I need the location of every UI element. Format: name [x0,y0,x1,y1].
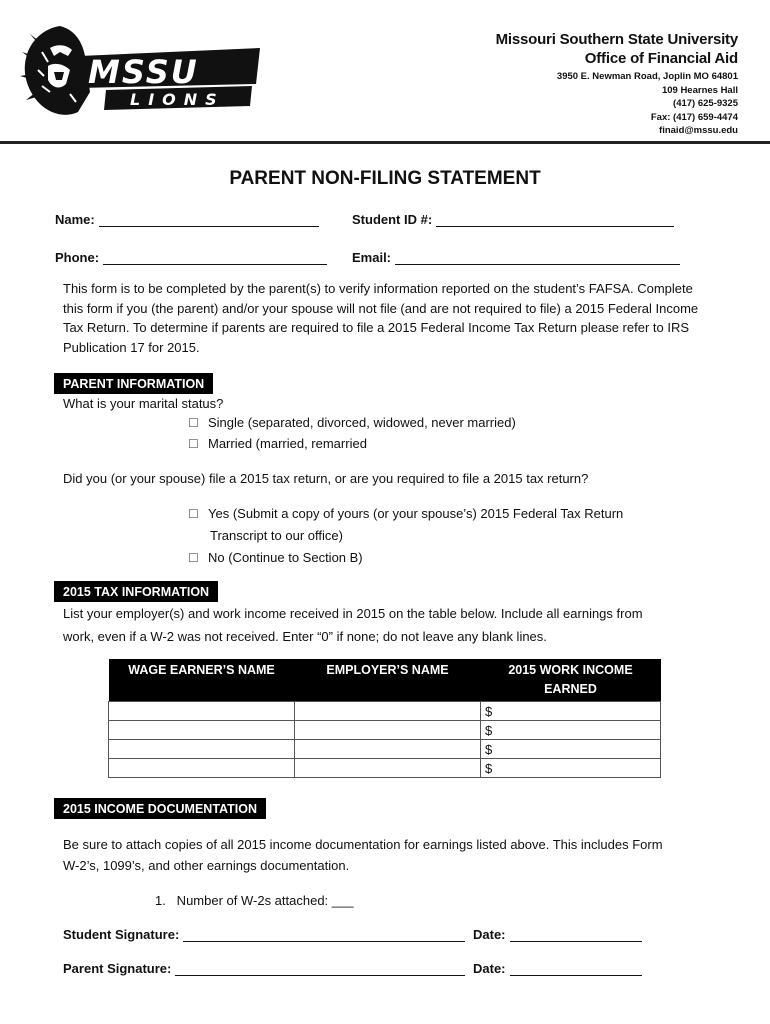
option-yes[interactable]: ☐ Yes (Submit a copy of yours (or your spouse’s) 2015 Federal Tax Return [188,503,623,525]
name-label: Name: [55,212,95,227]
employer-cell[interactable] [295,721,481,740]
university-header [496,30,738,68]
column-header: EMPLOYER’S NAME [295,659,481,702]
wage-table [108,659,661,778]
email-label: Email: [352,250,392,265]
option-single[interactable]: ☐ Single (separated, divorced, widowed, never married) [188,412,516,434]
office-name: Office of Financial Aid [584,50,738,67]
income-cell[interactable]: $ [481,721,661,740]
logo-text: MSSU [88,53,199,91]
student-signature-field[interactable] [63,927,465,942]
email-line: finaid@mssu.edu [659,125,738,136]
income-doc-heading: 2015 INCOME DOCUMENTATION [54,798,266,819]
income-doc-line1: Be sure to attach copies of all 2015 income documentation for earnings listed above. This includes Form [63,837,663,852]
logo-subtext: LIONS [130,90,225,109]
option-married[interactable]: ☐ Married (married, remarried [188,433,367,455]
student-date-field[interactable] [473,927,642,942]
checkbox-icon[interactable]: ☐ [188,416,199,430]
income-cell[interactable]: $ [481,759,661,778]
phone-label: Phone: [55,250,100,265]
tax-info-heading: 2015 TAX INFORMATION [54,581,218,602]
email-line[interactable] [395,250,680,265]
income-cell[interactable]: $ [481,702,661,721]
name-field[interactable] [55,212,319,227]
parent-signature-field[interactable] [63,961,465,976]
column-header: 2015 WORK INCOME EARNED [481,659,661,702]
student-signature-label: Student Signature: [63,927,180,942]
employer-cell[interactable] [295,740,481,759]
w2-count-item[interactable]: 1. Number of W-2s attached: ___ [155,893,354,908]
table-row [109,740,661,759]
phone-field[interactable] [55,250,327,265]
option-no[interactable]: ☐ No (Continue to Section B) [188,547,363,569]
phone-line[interactable] [103,250,327,265]
income-cell[interactable]: $ [481,740,661,759]
date-line[interactable] [510,961,642,976]
parent-date-field[interactable] [473,961,642,976]
student-id-field[interactable] [352,212,674,227]
intro-paragraph: This form is to be completed by the parent(s) to verify information reported on the student’s FAFSA. Complete this form if you (the parent) and/or your spouse will not file (and are not required to file) a 2015 Federal Income Tax Return. To determine if parents are required to file a 2015 Federal Income Tax Return please refer to IRS Publication 17 for 2015. [63,281,699,355]
wage-earner-cell[interactable] [109,740,295,759]
parent-signature-label: Parent Signature: [63,961,172,976]
wage-earner-cell[interactable] [109,721,295,740]
parent-signature-line[interactable] [175,961,465,976]
date-label: Date: [473,927,506,942]
student-signature-line[interactable] [183,927,465,942]
checkbox-icon[interactable]: ☐ [188,551,199,565]
header-divider [0,141,770,144]
table-row [109,721,661,740]
table-row [109,759,661,778]
university-name: Missouri Southern State University [495,31,738,48]
employer-cell[interactable] [295,759,481,778]
mssu-lions-logo [20,22,265,122]
page-title: PARENT NON-FILING STATEMENT [229,168,541,189]
date-line[interactable] [510,927,642,942]
student-id-label: Student ID #: [352,212,433,227]
fax-line: Fax: (417) 659-4474 [650,111,738,123]
student-id-line[interactable] [436,212,674,227]
name-line[interactable] [99,212,319,227]
wage-earner-cell[interactable] [109,702,295,721]
date-label: Date: [473,961,506,976]
address-line: 109 Hearnes Hall [661,84,738,96]
checkbox-icon[interactable]: ☐ [188,507,199,521]
option-yes-continued: Transcript to our office) [210,528,343,543]
checkbox-icon[interactable]: ☐ [188,437,199,451]
wage-earner-cell[interactable] [109,759,295,778]
parent-info-heading: PARENT INFORMATION [54,373,213,394]
email-field[interactable] [352,250,680,265]
column-header: WAGE EARNER’S NAME [109,659,295,702]
table-row [109,702,661,721]
table-header-row [109,659,661,702]
income-doc-line2: W-2’s, 1099’s, and other earnings documentation. [63,858,350,873]
tax-instructions-line2: work, even if a W-2 was not received. Enter “0” if none; do not leave any blank lines. [63,629,547,644]
employer-cell[interactable] [295,702,481,721]
address-line: 3950 E. Newman Road, Joplin MO 64801 [556,71,738,82]
tax-instructions-line1: List your employer(s) and work income received in 2015 on the table below. Include all earnings from [63,606,643,621]
tax-question: Did you (or your spouse) file a 2015 tax return, or are you required to file a 2015 tax return? [63,471,589,486]
marital-question: What is your marital status? [63,396,224,411]
address-block [557,70,738,138]
phone-line: (417) 625-9325 [673,98,738,109]
